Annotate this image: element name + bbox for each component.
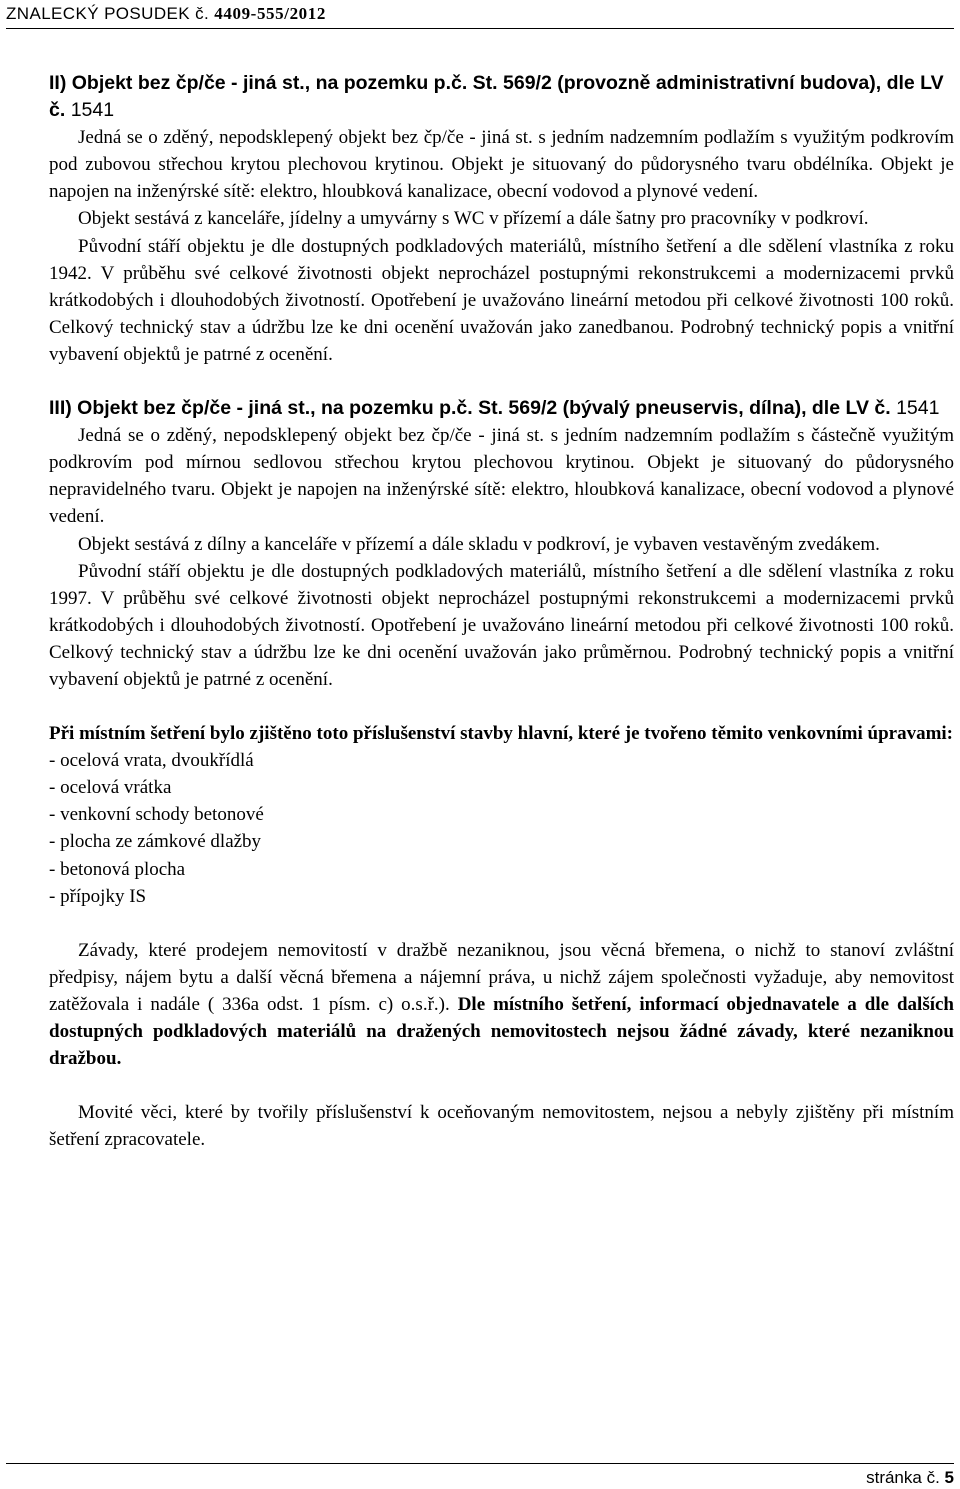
section-3-description: Jedná se o zděný, nepodsklepený objekt bez čp/če - jiná st. s jedním nadzemním podlažím s částečně využitým podkrovím pod mírnou sedlovou střechou krytou plechovou krytinou. Objekt je situovaný do půdorysného nepravidelného tvaru. Objekt je napojen na inženýrské sítě: elektro, hloubková kanalizace, obecní vodovod a plynové vedení. [49, 425, 954, 528]
page-number: 5 [944, 1468, 954, 1487]
section-2-composition: Objekt sestává z kanceláře, jídelny a umyvárny s WC v přízemí a dále šatny pro pracovníky v podkroví. [78, 208, 869, 230]
accessories-intro: Při místním šetření bylo zjištěno toto příslušenství stavby hlavní, které je tvořeno těmito venkovními úpravami: [49, 723, 954, 745]
section-3-heading-number: 1541 [896, 397, 940, 420]
page-header [6, 2, 954, 29]
list-item: - ocelová vrata, dvoukřídlá [49, 750, 254, 772]
movables-paragraph: Movité věci, které by tvořily příslušenství k oceňovaným nemovitostem, nejsou a nebyly zjištěny při místním šetření zpracovatele. [49, 1102, 954, 1151]
section-2-heading-text: II) Objekt bez čp/če - jiná st., na pozemku p.č. St. 569/2 (provozně administrativní budova), dle LV č. [49, 72, 944, 122]
section-2-heading [49, 70, 954, 124]
section-2-description: Jedná se o zděný, nepodsklepený objekt bez čp/če - jiná st. s jedním nadzemním podlažím s využitým podkrovím pod zubovou střechou krytou plechovou krytinou. Objekt je situovaný do půdorysného tvaru obdélníka. Objekt je napojen na inženýrské sítě: elektro, hloubková kanalizace, obecní vodovod a plynové vedení. [49, 127, 954, 203]
list-item: - betonová plocha [49, 858, 186, 880]
list-item: - přípojky IS [49, 885, 147, 907]
defects-paragraph [49, 937, 954, 1072]
accessories-list [49, 747, 954, 910]
section-3-age-condition: Původní stáří objektu je dle dostupných podkladových materiálů, místního šetření a dle sdělení vlastníka z roku 1997. V průběhu své celkové životnosti objekt neprocházel postupnými rekonstrukcemi a modernizacemi prvků krátkodobých i dlouhodobých životností. Opotřebení je uvažováno lineární metodou při celkové životnosti 100 roků. Celkový technický stav a údržbu lze ke dni ocenění uvažován jako průměrnou. Podrobný technický popis a vnitřní vybavení objektů je patrné z ocenění. [49, 560, 954, 690]
defects-text: Závady, které prodejem nemovitostí v dražbě nezaniknou, jsou věcná břemena, o nichž to stanoví zvláštní předpisy, nájem bytu a další věcná břemena a nájemní práva, u nichž zájem společnosti vyžaduje, aby nemovitost zatěžovala i nadále ( 336a odst. 1 písm. c) o.s.ř.). [49, 939, 954, 1015]
section-2-age-condition: Původní stáří objektu je dle dostupných podkladových materiálů, místního šetření a dle sdělení vlastníka z roku 1942. V průběhu své celkové životnosti objekt neprocházel postupnými rekonstrukcemi a modernizacemi prvků krátkodobých i dlouhodobých životností. Opotřebení je uvažováno lineární metodou při celkové životnosti 100 roků. Celkový technický stav a údržbu lze ke dni ocenění uvažován jako zanedbanou. Podrobný technický popis a vnitřní vybavení objektů je patrné z ocenění. [49, 235, 954, 365]
section-3-composition: Objekt sestává z dílny a kanceláře v přízemí a dále skladu v podkroví, je vybaven vestavěným zvedákem. [78, 533, 880, 555]
page-label: stránka č. [866, 1468, 940, 1487]
list-item: - plocha ze zámkové dlažby [49, 831, 262, 853]
header-document-number: 4409-555/2012 [214, 4, 326, 23]
section-3-heading-text: III) Objekt bez čp/če - jiná st., na pozemku p.č. St. 569/2 (bývalý pneuservis, dílna), dle LV č. [49, 397, 891, 420]
document-body [49, 70, 954, 1153]
list-item: - venkovní schody betonové [49, 804, 264, 826]
section-2-heading-number: 1541 [70, 99, 115, 122]
header-title: ZNALECKÝ POSUDEK č. [6, 4, 210, 23]
page-footer [6, 1463, 954, 1489]
section-3-heading [49, 395, 954, 422]
list-item: - ocelová vrátka [49, 777, 172, 799]
defects-conclusion: Dle místního šetření, informací objednavatele a dle dalších dostupných podkladových materiálů na dražených nemovitostech nejsou žádné závady, které nezaniknou dražbou. [49, 993, 955, 1070]
